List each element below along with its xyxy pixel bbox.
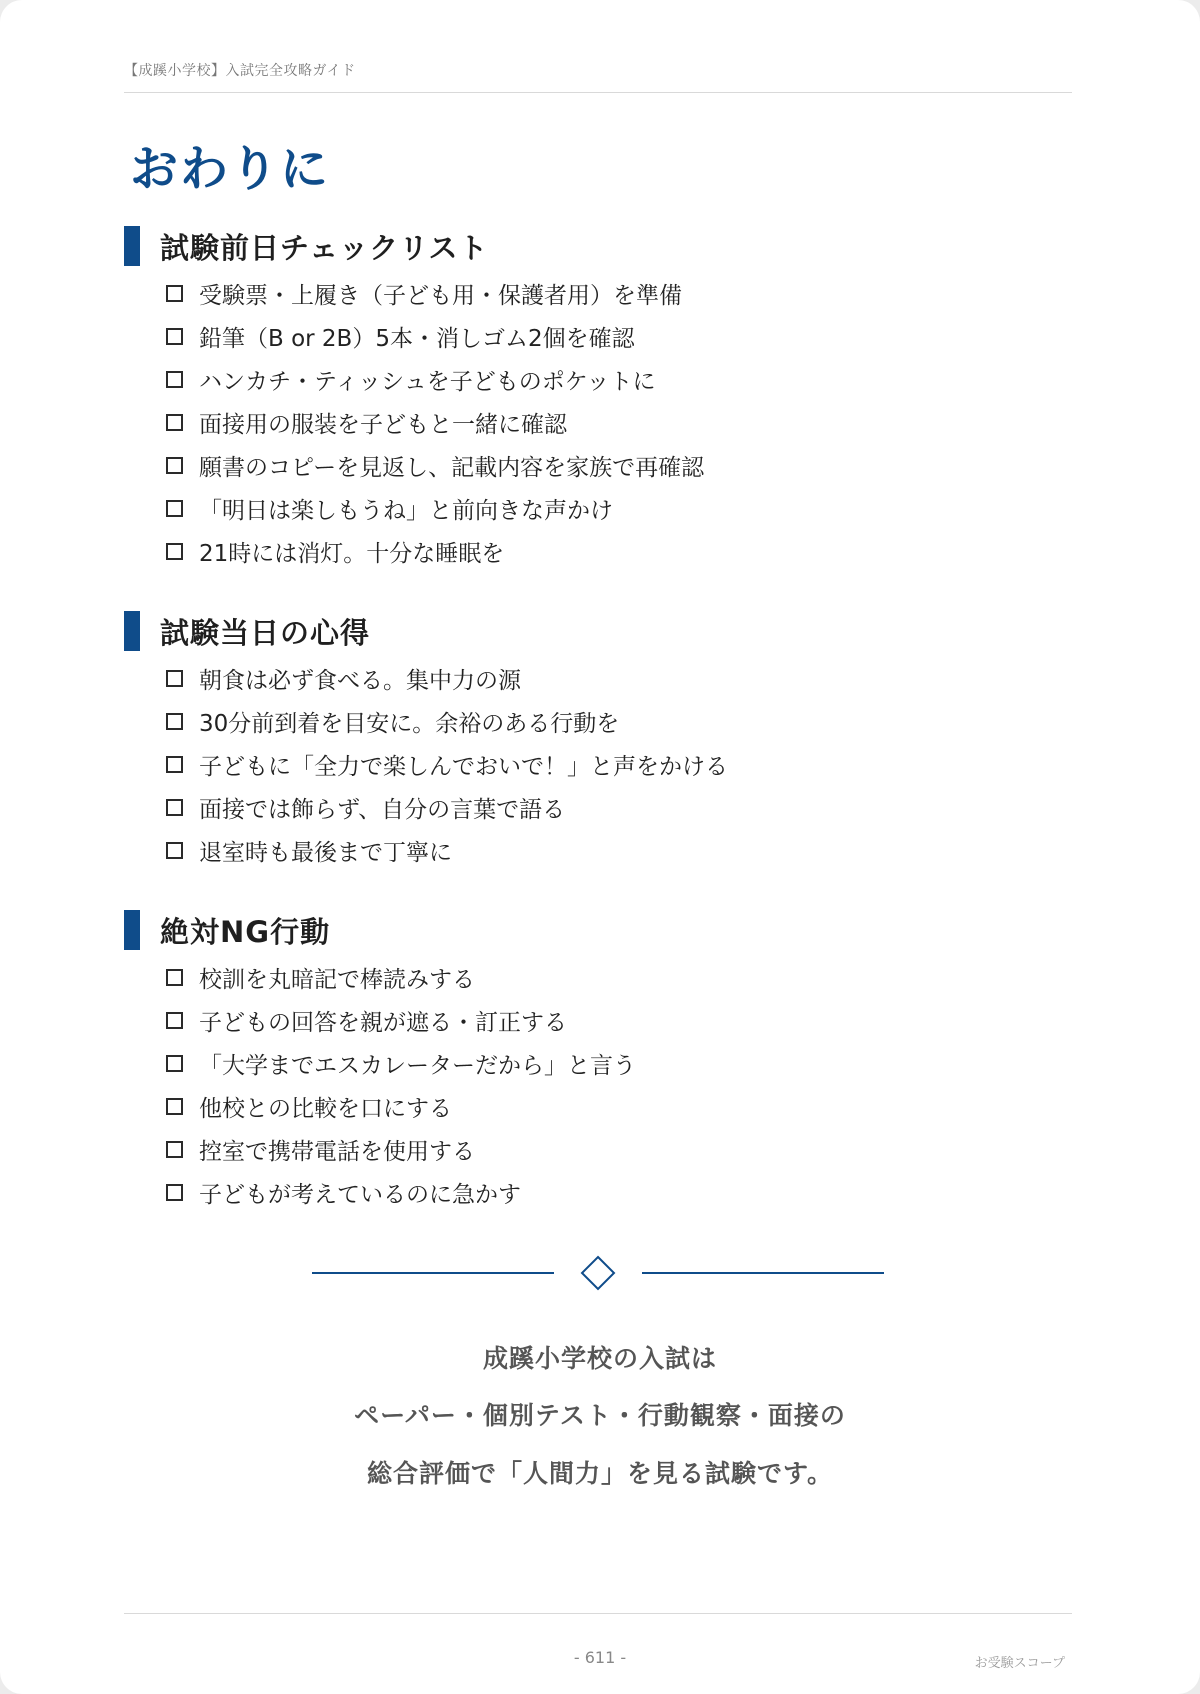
checkbox-icon[interactable]: [166, 328, 183, 345]
checkbox-icon[interactable]: [166, 842, 183, 859]
checkbox-icon[interactable]: [166, 713, 183, 730]
checkbox-icon[interactable]: [166, 1098, 183, 1115]
checkbox-icon[interactable]: [166, 285, 183, 302]
diamond-divider-icon: [310, 1248, 886, 1298]
item-text: 「大学までエスカレーターだから」と言う: [199, 1053, 636, 1079]
list-item: [166, 487, 1024, 530]
list-item: [166, 999, 1024, 1042]
section-heading: [124, 611, 1024, 651]
section-title: 試験前日チェックリスト: [160, 230, 489, 265]
list-item: [166, 700, 1024, 743]
item-text: ハンカチ・ティッシュを子どものポケットに: [199, 369, 656, 395]
checkbox-icon[interactable]: [166, 1141, 183, 1158]
list-item: [166, 1085, 1024, 1128]
checklist: [124, 657, 1024, 872]
checklist: [124, 956, 1024, 1214]
closing-line-1: 成蹊小学校の入試は: [482, 1344, 717, 1373]
checkbox-icon[interactable]: [166, 457, 183, 474]
item-text: 面接では飾らず、自分の言葉で語る: [199, 797, 566, 823]
list-item: [166, 786, 1024, 829]
item-text: 子どもの回答を親が遮る・訂正する: [199, 1010, 567, 1036]
section-checklist-day-before: [124, 226, 1024, 573]
checkbox-icon[interactable]: [166, 1012, 183, 1029]
section-heading: [124, 226, 1024, 266]
section-accent-bar: [124, 910, 140, 950]
closing-line-2: ペーパー・個別テスト・行動観察・面接の: [354, 1401, 846, 1430]
footer-divider: [124, 1613, 1072, 1614]
item-text: 子どもが考えているのに急かす: [199, 1182, 521, 1208]
checkbox-icon[interactable]: [166, 1184, 183, 1201]
list-item: [166, 315, 1024, 358]
item-text: 21時には消灯。十分な睡眠を: [199, 541, 505, 567]
item-text: 控室で携帯電話を使用する: [199, 1139, 475, 1165]
checkbox-icon[interactable]: [166, 500, 183, 517]
item-text: 校訓を丸暗記で棒読みする: [199, 967, 475, 993]
list-item: [166, 1171, 1024, 1214]
section-accent-bar: [124, 226, 140, 266]
page-title: おわりに: [130, 141, 331, 197]
section-title: 試験当日の心得: [160, 615, 371, 650]
list-item: [166, 657, 1024, 700]
list-item: [166, 444, 1024, 487]
checkbox-icon[interactable]: [166, 756, 183, 773]
checkbox-icon[interactable]: [166, 969, 183, 986]
checkbox-icon[interactable]: [166, 414, 183, 431]
section-accent-bar: [124, 611, 140, 651]
list-item: [166, 1128, 1024, 1171]
list-item: [166, 401, 1024, 444]
list-item: [166, 956, 1024, 999]
section-ng-actions: [124, 910, 1024, 1214]
item-text: 面接用の服装を子どもと一緒に確認: [199, 412, 567, 438]
page-number: - 611 -: [573, 1648, 627, 1667]
item-text: 朝食は必ず食べる。集中力の源: [199, 668, 521, 694]
checklist: [124, 272, 1024, 573]
section-exam-day-tips: [124, 611, 1024, 872]
list-item: [166, 358, 1024, 401]
checkbox-icon[interactable]: [166, 1055, 183, 1072]
closing-line-3: 総合評価で「人間力」を見る試験です。: [366, 1459, 833, 1488]
header-divider: [124, 92, 1072, 93]
list-item: [166, 1042, 1024, 1085]
list-item: [166, 829, 1024, 872]
running-header: 【成蹊小学校】入試完全攻略ガイド: [124, 63, 356, 79]
checkbox-icon[interactable]: [166, 543, 183, 560]
item-text: 願書のコピーを見返し、記載内容を家族で再確認: [199, 455, 705, 481]
checkbox-icon[interactable]: [166, 371, 183, 388]
item-text: 「明日は楽しもうね」と前向きな声かけ: [199, 498, 613, 524]
checkbox-icon[interactable]: [166, 799, 183, 816]
item-text: 退室時も最後まで丁寧に: [199, 840, 452, 866]
section-heading: [124, 910, 1024, 950]
list-item: [166, 743, 1024, 786]
list-item: [166, 272, 1024, 315]
item-text: 他校との比較を口にする: [199, 1096, 452, 1122]
footer-brand: お受験スコープ: [974, 1656, 1065, 1671]
list-item: [166, 530, 1024, 573]
checkbox-icon[interactable]: [166, 670, 183, 687]
item-text: 子どもに「全力で楽しんでおいで！」と声をかける: [199, 754, 728, 780]
item-text: 受験票・上履き（子ども用・保護者用）を準備: [199, 283, 682, 309]
item-text: 30分前到着を目安に。余裕のある行動を: [199, 711, 620, 737]
section-title: 絶対NG行動: [160, 914, 331, 949]
item-text: 鉛筆（B or 2B）5本・消しゴム2個を確認: [199, 326, 635, 352]
